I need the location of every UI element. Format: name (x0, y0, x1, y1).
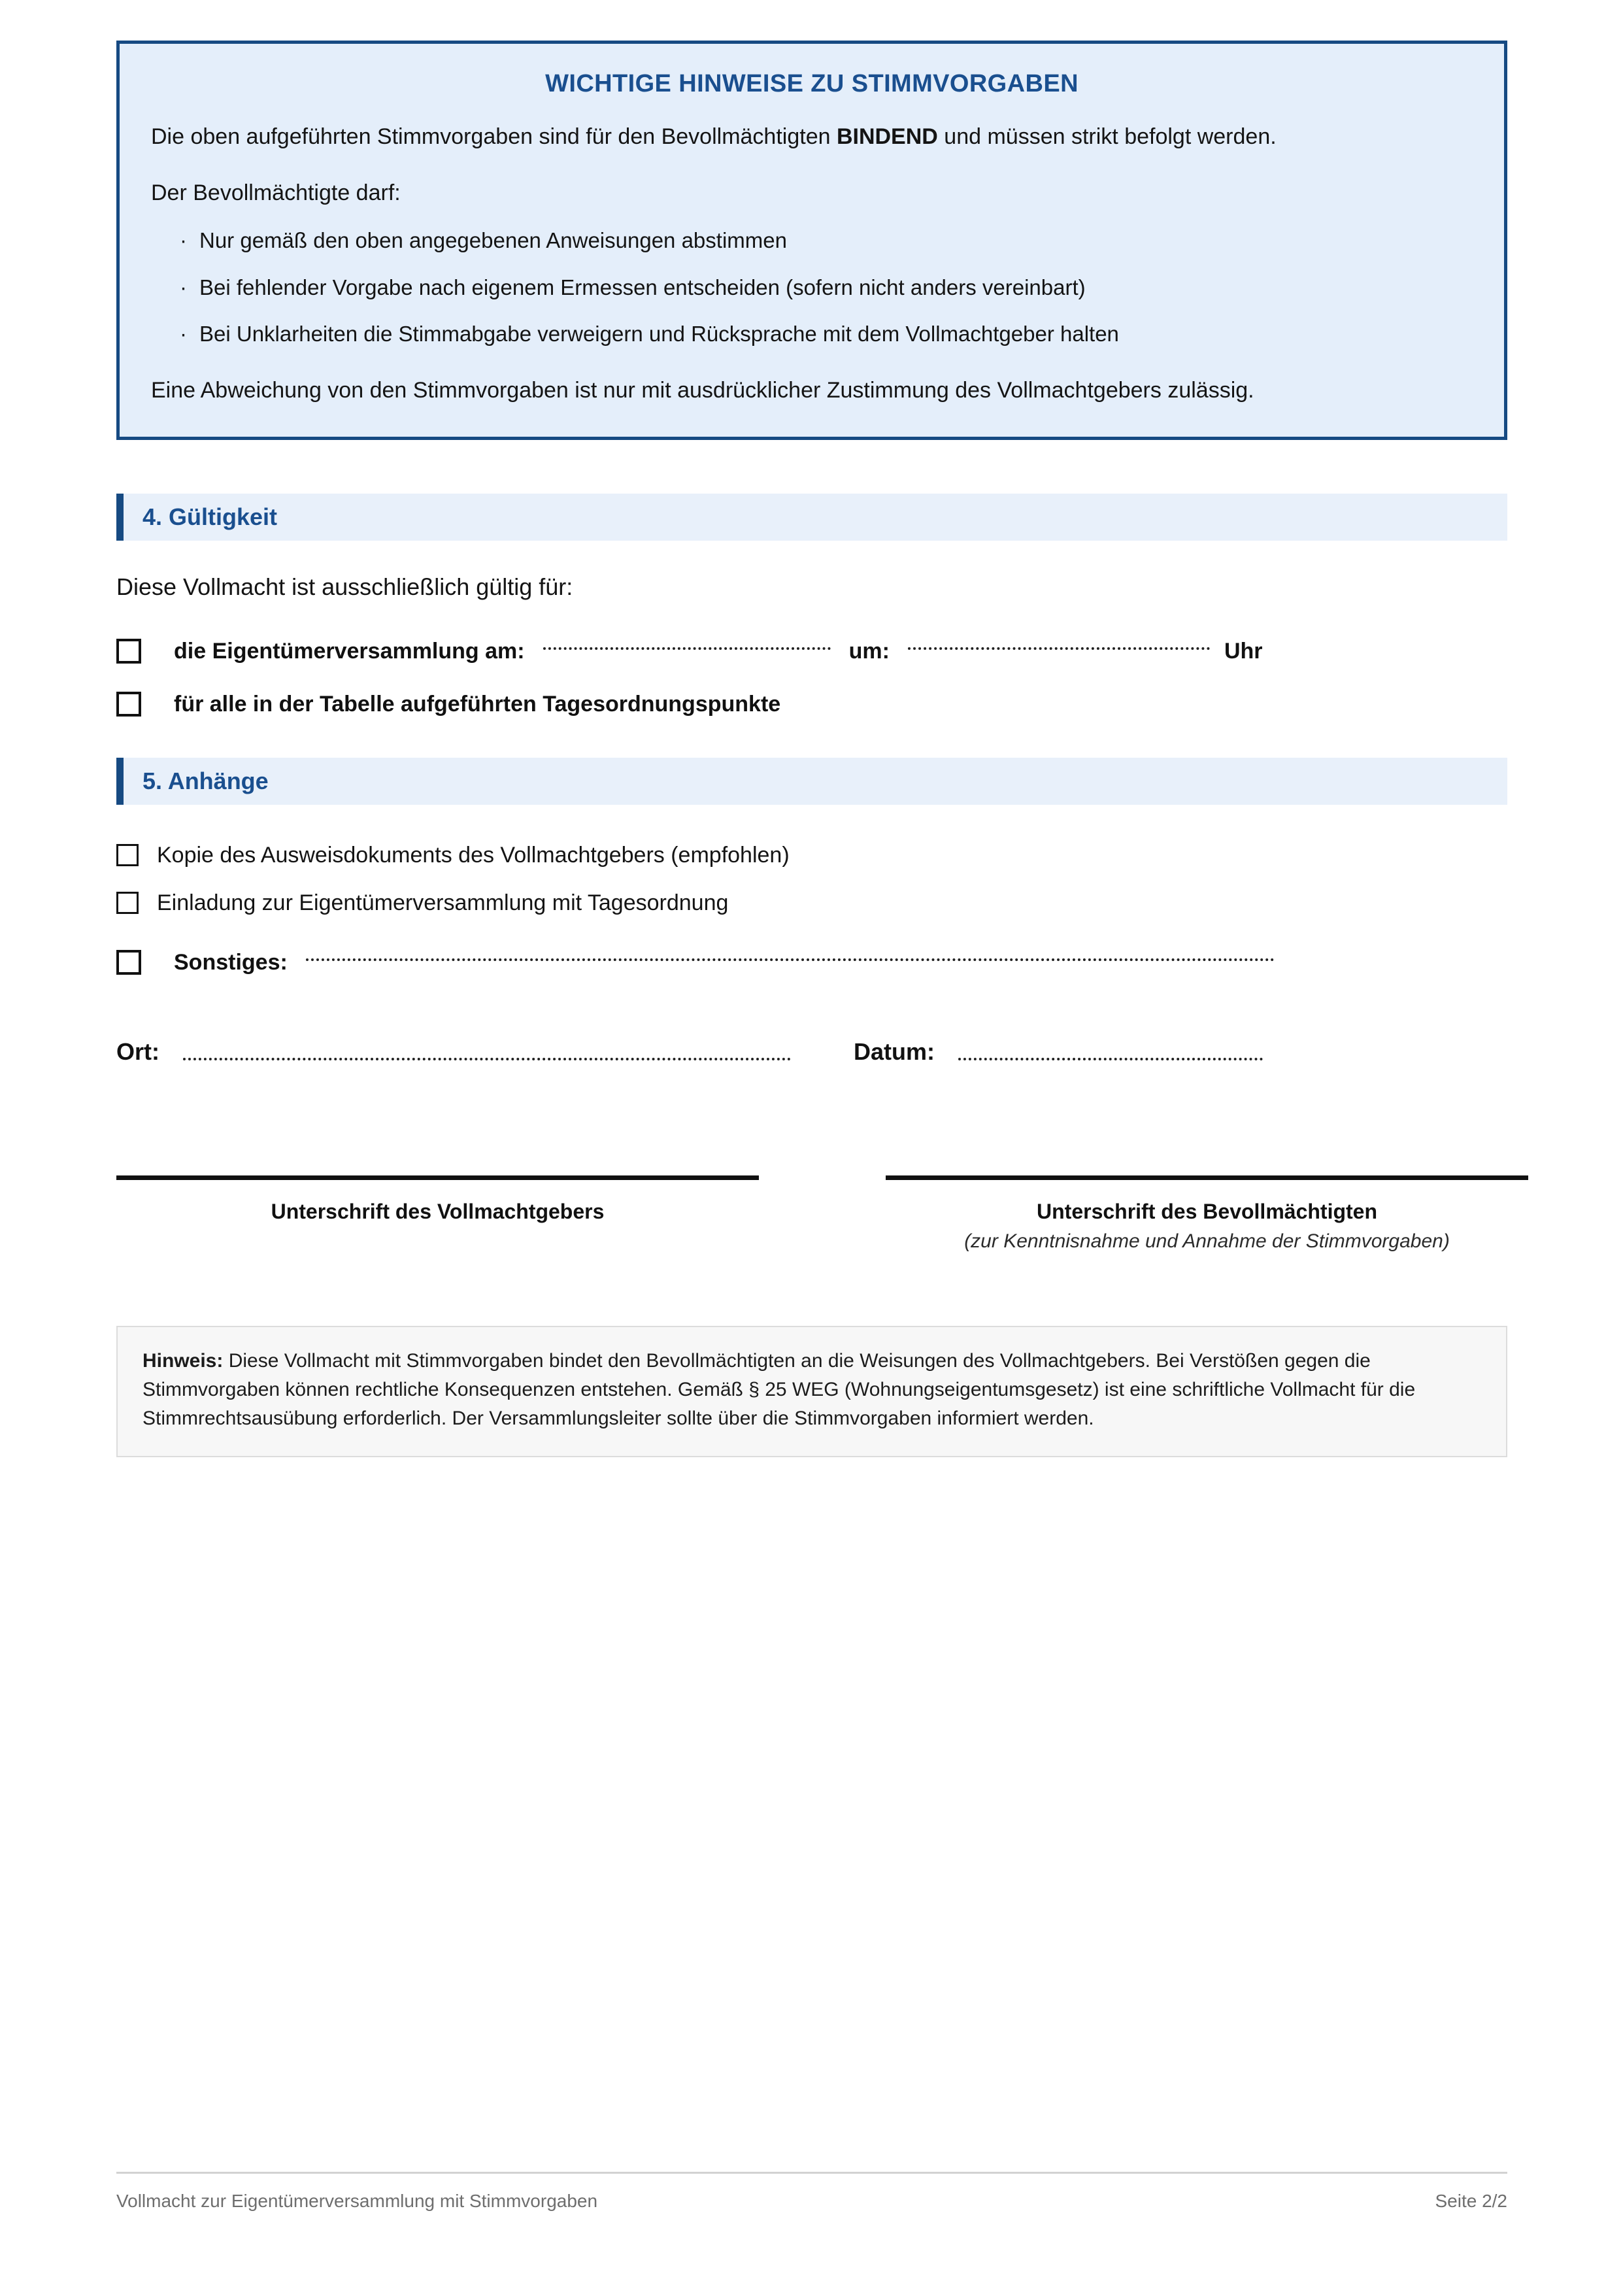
list-item-label: Nur gemäß den oben angegebenen Anweisungen abstimmen (199, 228, 787, 253)
input-other-attachment[interactable] (306, 958, 1275, 961)
page-footer (116, 2172, 1507, 2212)
label-meeting-invitation: Einladung zur Eigentümerversammlung mit Tagesordnung (157, 890, 729, 915)
list-item-label: Bei Unklarheiten die Stimmabgabe verweigern und Rücksprache mit dem Vollmachtgeber halten (199, 322, 1119, 346)
signature-area (116, 1175, 1507, 1253)
notice-binding-paragraph (151, 120, 1473, 154)
label-place: Ort: (116, 1038, 159, 1065)
validity-option-all-agenda-row[interactable] (116, 692, 1507, 717)
footer-row (116, 2191, 1507, 2212)
label-date: Datum: (854, 1038, 935, 1065)
signature-caption-proxy: Unterschrift des Bevollmächtigten (1037, 1199, 1377, 1223)
label-meeting-time-unit: Uhr (1224, 638, 1263, 664)
checkbox-other-attachment[interactable] (116, 950, 141, 975)
label-other-attachment: Sonstiges: (174, 949, 288, 975)
attachment-row-other[interactable] (116, 950, 1507, 975)
checkbox-meeting-invitation[interactable] (116, 892, 139, 914)
section-accent-bar (116, 494, 124, 541)
validity-option-meeting-row[interactable] (116, 639, 1507, 664)
notice-binding-text-before: Die oben aufgeführten Stimmvorgaben sind für den Bevollmächtigten (151, 124, 837, 149)
notice-closing-paragraph: Eine Abweichung von den Stimmvorgaben ist nur mit ausdrücklicher Zustimmung des Vollmachtgebers zulässig. (151, 377, 1254, 403)
legal-note-label: Hinweis: (142, 1349, 224, 1372)
legal-note-body: Diese Vollmacht mit Stimmvorgaben bindet den Bevollmächtigten an die Weisungen des Vollmachtgebers. Bei Verstößen gegen die Stimmvorgaben können rechtliche Konsequenzen entstehen. Gemäß § 25 WEG (Wohnungseigentumsgesetz) ist eine schriftliche Vollmacht für die Stimmrechtsausübung erforderlich. Der Versammlungsleiter sollte über die Stimmvorgaben informiert werden. (142, 1349, 1416, 1430)
signature-line-grantor[interactable] (116, 1175, 759, 1180)
notice-title: WICHTIGE HINWEISE ZU STIMMVORGABEN (545, 70, 1079, 97)
footer-page-number: Seite 2/2 (1435, 2191, 1507, 2211)
place-and-date-row (116, 1038, 1507, 1066)
checkbox-id-document-copy[interactable] (116, 844, 139, 866)
list-item (151, 318, 1473, 350)
notice-binding-text-after: und müssen strikt befolgt werden. (937, 124, 1277, 149)
section-header-validity (116, 494, 1507, 541)
important-notice-box (116, 41, 1507, 440)
signature-subcaption-proxy: (zur Kenntnisnahme und Annahme der Stimmvorgaben) (964, 1230, 1450, 1252)
footer-divider (116, 2172, 1507, 2174)
checkbox-meeting-date[interactable] (116, 639, 141, 664)
input-date[interactable] (958, 1058, 1263, 1060)
bullet-icon: · (180, 275, 187, 299)
signature-line-proxy[interactable] (886, 1175, 1528, 1180)
label-all-agenda-items: für alle in der Tabelle aufgeführten Tagesordnungspunkte (174, 691, 781, 717)
legal-note-box (116, 1326, 1507, 1457)
legal-note-paragraph (142, 1347, 1481, 1434)
section-accent-bar (116, 758, 124, 805)
validity-intro-text: Diese Vollmacht ist ausschließlich gültig für: (116, 573, 573, 600)
notice-binding-emphasis: BINDEND (836, 124, 938, 149)
checkbox-all-agenda-items[interactable] (116, 692, 141, 717)
attachment-row-invitation[interactable] (116, 890, 1507, 916)
notice-permissions-list (151, 224, 1473, 350)
attachment-row-id-copy[interactable] (116, 843, 1507, 868)
footer-document-title: Vollmacht zur Eigentümerversammlung mit Stimmvorgaben (116, 2191, 598, 2211)
section-header-attachments (116, 758, 1507, 805)
signature-block-proxy (886, 1175, 1528, 1253)
page-content (116, 41, 1507, 1457)
label-meeting-time: um: (848, 638, 890, 664)
input-meeting-time[interactable] (908, 647, 1210, 650)
list-item (151, 271, 1473, 304)
section-title-validity: 4. Gültigkeit (142, 503, 278, 530)
input-place[interactable] (183, 1058, 791, 1060)
input-meeting-date[interactable] (543, 647, 831, 650)
signature-caption-grantor: Unterschrift des Vollmachtgebers (271, 1199, 605, 1223)
signature-block-grantor (116, 1175, 759, 1253)
label-id-document-copy: Kopie des Ausweisdokuments des Vollmachtgebers (empfohlen) (157, 842, 790, 868)
section-title-attachments: 5. Anhänge (142, 767, 269, 794)
list-item (151, 224, 1473, 257)
list-item-label: Bei fehlender Vorgabe nach eigenem Ermessen entscheiden (sofern nicht anders vereinbart) (199, 275, 1086, 299)
bullet-icon: · (180, 322, 187, 346)
bullet-icon: · (180, 228, 187, 253)
notice-permissions-heading: Der Bevollmächtigte darf: (151, 180, 401, 205)
label-meeting-date: die Eigentümerversammlung am: (174, 638, 525, 664)
